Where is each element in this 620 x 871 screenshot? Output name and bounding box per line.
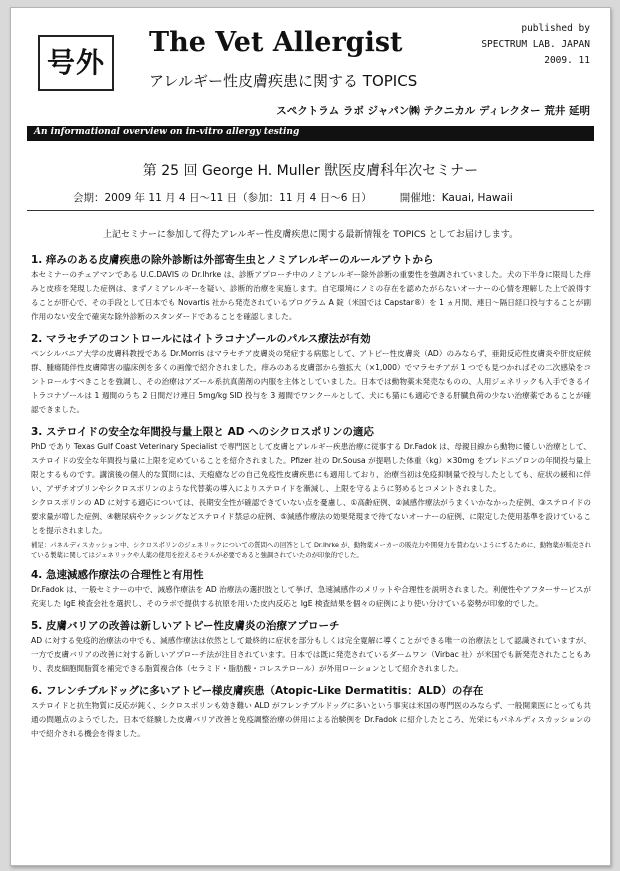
topic-heading: 1. 痒みのある皮膚疾患の除外診断は外部寄生虫とノミアレルギーのルールアウトから (31, 254, 434, 266)
seminar-info (73, 190, 513, 205)
topic-section (31, 424, 591, 560)
topic-paragraph: ステロイドと抗生物質に反応が鈍く、シクロスポリンも効き難い ALD がフレンチブルドッグに多いという事実は米国の専門医のみならず、一般開業医にとっても共通の問題点のようでした。日本で経験した皮膚バリア改善と免疫調整治療の併用による治験例を Dr.Fadok に紹介したところ、光栄にもパネルディスカッションの中で紹介される機会を得ました。 (31, 701, 591, 738)
tagline-text: An informational overview on in-vitro allergy testing (34, 127, 300, 137)
tagline-banner (27, 126, 594, 141)
topic-paragraph: シクロスポリンの AD に対する適応については、長期安全性が確認できていない点を憂慮し、①高齢症例、②減感作療法がうまくいかなかった症例、③ステロイドの要求量が増した症例、④糖尿病やクッシングなどステロイド禁忌の症例、⑤減感作療法の効果発現まで待てないオーナーの症例、に限定した使用基準を設けていることを提示されました。 (31, 498, 591, 535)
publisher-line: 2009. 11 (544, 55, 590, 66)
publisher-line: published by (521, 23, 590, 34)
newsletter-title: The Vet Allergist (149, 27, 403, 58)
topic-heading: 2. マラセチアのコントロールにはイトラコナゾールのパルス療法が有効 (31, 333, 371, 345)
topic-paragraph: Dr.Fadok は、一般セミナーの中で、減感作療法を AD 治療法の選択肢として挙げ、急速減感作のメリットや合理性を説明されました。利便性やアフターサービスが充実した IgE 検査会社を選択し、そのラボで提供する抗原を用いた皮内反応と IgE 検査結果を個々の症例により使い分けている姿勢が印象的でした。 (31, 585, 591, 608)
topic-heading: 5. 皮膚バリアの改善は新しいアトピー性皮膚炎の治療アプローチ (31, 620, 340, 632)
topic-section (31, 331, 591, 417)
seminar-dates: 会期：2009 年 11 月 4 日～11 日（参加：11 月 4 日～6 日） (73, 192, 372, 204)
intro-text: 上記セミナーに参加して得たアレルギー性皮膚疾患に関する最新情報を TOPICS としてお届けします。 (102, 230, 519, 240)
topic-paragraph: AD に対する免疫的治療法の中でも、減感作療法は依然として最終的に症状を部分もしくは完全寛解に導くことができる唯一の治療法として認識されていますが、一方で皮膚バリアの改善に対する新しいアプローチ法が注目されています。日本では既に発売されているダームワン（Virbac 社）が米国でも新発売されたこともあり、表皮細胞間脂質を補完できる脂質複合体（セラミド・脂肪酸・コレステロール）が外用ローションとして紹介されました。 (31, 636, 591, 673)
topic-heading: 3. ステロイドの安全な年間投与量上限と AD へのシクロスポリンの適応 (31, 426, 374, 438)
topic-paragraph: PhD であり Texas Gulf Coast Veterinary Specialist で専門医として皮膚とアレルギー疾患治療に従事する Dr.Fadok は、母親目線から動物に優しい治療として、ステロイドの安全な年間投与量に上限を定めていることを紹介されました。Pfizer 社の Dr.Sousa が提唱した体重（kg）×30mg をプレドニゾロンの年間投与量上限とするものです。講演後の個人的な質問には、天疱瘡などの自己免疫性皮膚疾患にも適用しており、治療当初は免疫抑制量で投与したとしても、症状の緩和に伴い、アザチオプリンやシクロスポリンのような代替薬の導入によりステロイドを漸減し、上限を守るように努めるとコメントされました。 (31, 442, 591, 493)
topic-section (31, 567, 591, 611)
extra-edition-badge: 号外 (38, 35, 114, 91)
topic-paragraph: ペンシルバニア大学の皮膚科教授である Dr.Morris はマラセチア皮膚炎の発症する病態として、アトピー性皮膚炎（AD）のみならず、亜鉛反応性皮膚炎や肝皮症候群、腫瘍随伴性皮膚障害の臨床例を多くの画像で紹介されました。痒みのある皮膚部から強拡大（×1,000）でマラセチアが 1 つでも見つかればその二次感染をコントロールすべきことを強調し、その治療はアズール系抗真菌剤の内服を主体としていました。日本では動物薬未発売なものの、人用ジェネリックも入手できるイトラコナゾールは 1 週間のうち 2 日間だけ連日 5mg/kg SID 投与を 3 週間でワンクールとして、犬にも猫にも適応できる肝臓負荷の少ない治療薬であることが確認できました。 (31, 349, 591, 414)
publisher-line: SPECTRUM LAB. JAPAN (481, 39, 590, 50)
topic-section (31, 618, 591, 676)
author-line: スペクトラム ラボ ジャパン㈱ テクニカル ディレクター 荒井 延明 (276, 105, 590, 117)
seminar-title: 第 25 回 George H. Muller 獣医皮膚科年次セミナー (142, 163, 479, 179)
newsletter-page (10, 7, 611, 866)
topic-note: 補足：パネルディスカッション中、シクロスポリンのジェネリックについての質問への回答として Dr.Ihrke が、動物薬メーカーの販売力や開発力を賛わないようにするために、動物薬が販売されている製薬に関してはジェネリックや人薬の使用を控えるモラルが必要であると強調されていたのが印象的でした。 (31, 541, 591, 559)
divider-line (27, 210, 594, 211)
topic-heading: 6. フレンチブルドッグに多いアトピー様皮膚疾患（Atopic-Like Dermatitis：ALD）の存在 (31, 685, 484, 697)
publisher-info (481, 21, 590, 69)
topic-section (31, 683, 591, 741)
topic-section (31, 252, 591, 324)
newsletter-subtitle: アレルギー性皮膚疾患に関する TOPICS (149, 72, 418, 90)
topic-heading: 4. 急速減感作療法の合理性と有用性 (31, 569, 204, 581)
seminar-venue: 開催地：Kauai, Hawaii (399, 192, 513, 204)
topic-paragraph: 本セミナーのチェアマンである U.C.DAVIS の Dr.Ihrke は、診断アプローチ中のノミアレルギー除外診断の重要性を強調されていました。犬の下半身に限局した痒みと皮疹を発現した症例は、まずノミアレルギーを疑い、診断的治療を実施します。自宅環境にノミの存在を認めたがらないオーナーの心情を理解した上で説得することが肝心で、その手段として日本でも Novartis 社から発売されているプログラム A 錠（米国では Capstar®）を 1 ヵ月間、連日～隔日経口投与することが副作用のない安全で確実な除外診断のスタンダードであることを確認しました。 (31, 270, 591, 321)
topics-body (31, 252, 591, 748)
